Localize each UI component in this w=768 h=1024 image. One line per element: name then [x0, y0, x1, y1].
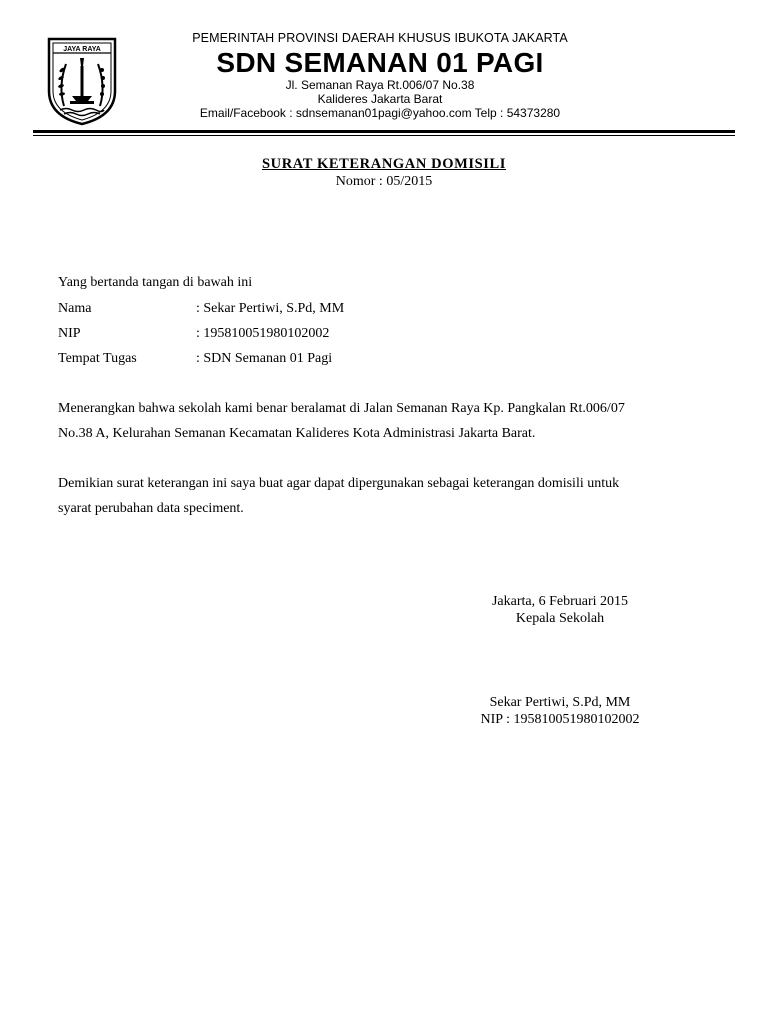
contact-line: Email/Facebook : sdnsemanan01pagi@yahoo.com Telp : 54373280 — [199, 106, 561, 120]
signatory-nip: NIP : 195810051980102002 — [480, 712, 640, 727]
field-value: : 195810051980102002 — [196, 326, 330, 341]
field-value: : Sekar Pertiwi, S.Pd, MM — [196, 301, 345, 316]
paragraph-line: No.38 A, Kelurahan Semanan Kecamatan Kalideres Kota Administrasi Jakarta Barat. — [58, 426, 536, 441]
place-date: Jakarta, 6 Februari 2015 — [491, 594, 629, 609]
government-name: PEMERINTAH PROVINSI DAERAH KHUSUS IBUKOTA JAKARTA — [192, 31, 568, 45]
document-title: SURAT KETERANGAN DOMISILI — [261, 156, 507, 172]
paragraph-closing — [58, 471, 718, 521]
paragraph-line: Menerangkan bahwa sekolah kami benar beralamat di Jalan Semanan Raya Kp. Pangkalan Rt.006/07 — [58, 401, 625, 416]
address-line-2: Kalideres Jakarta Barat — [317, 92, 443, 106]
intro-text: Yang bertanda tangan di bawah ini — [58, 275, 253, 290]
signatory-position: Kepala Sekolah — [515, 611, 605, 626]
address-line-1: Jl. Semanan Raya Rt.006/07 No.38 — [285, 78, 475, 92]
signature-footer — [440, 694, 680, 728]
letterhead-divider-thin — [33, 135, 735, 136]
paragraph-statement — [58, 396, 718, 446]
field-value: : SDN Semanan 01 Pagi — [196, 351, 333, 366]
school-name: SDN SEMANAN 01 PAGI — [216, 47, 544, 78]
field-label: Nama — [58, 301, 92, 316]
paragraph-line: syarat perubahan data speciment. — [58, 501, 244, 516]
document-number: Nomor : 05/2015 — [335, 174, 433, 189]
signatory-name: Sekar Pertiwi, S.Pd, MM — [489, 695, 631, 710]
letterhead-text — [140, 30, 620, 120]
logo-text: JAYA RAYA — [63, 46, 101, 53]
letterhead — [0, 0, 768, 140]
field-label: NIP — [58, 326, 81, 341]
signature-header — [440, 593, 680, 627]
document-title-block — [0, 156, 768, 190]
jakarta-coat-of-arms-icon — [46, 36, 118, 126]
letterhead-divider-thick — [33, 130, 735, 133]
field-label: Tempat Tugas — [58, 351, 137, 366]
paragraph-line: Demikian surat keterangan ini saya buat agar dapat dipergunakan sebagai keterangan domisili untuk — [58, 476, 620, 491]
